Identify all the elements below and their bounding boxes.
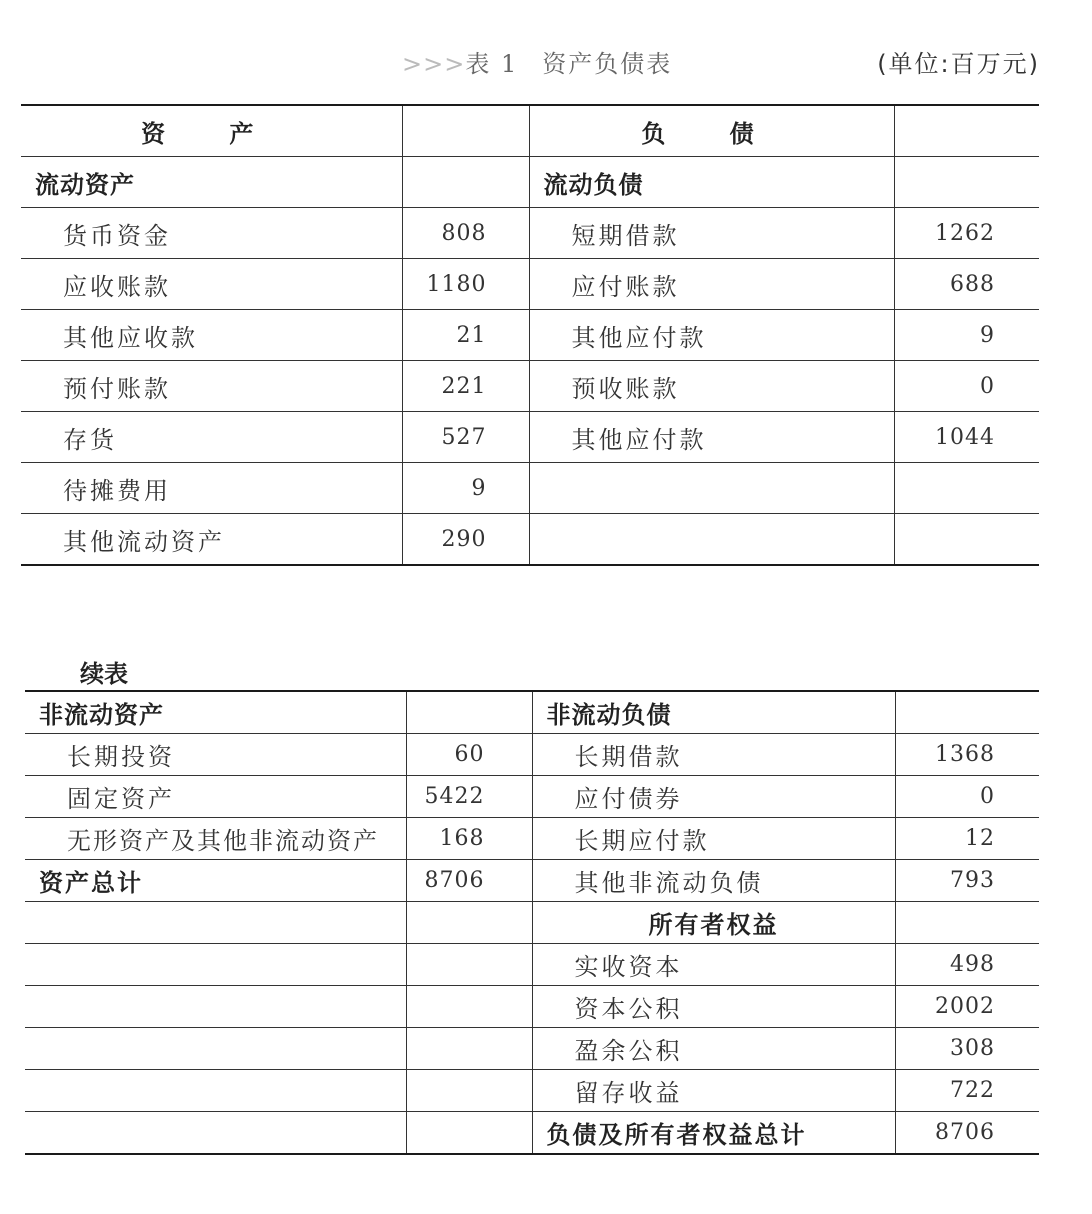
amount-cell: [406, 691, 532, 734]
liability-amount: 688: [894, 259, 1039, 310]
asset-item: 固定资产: [25, 776, 406, 818]
total-liabilities-equity-amount: 8706: [895, 1112, 1039, 1155]
empty-cell: [895, 902, 1039, 944]
asset-amount: 1180: [402, 259, 529, 310]
liability-amount: 0: [895, 776, 1039, 818]
equity-item: 资本公积: [532, 986, 895, 1028]
empty-cell: [406, 1070, 532, 1112]
empty-cell: [25, 986, 406, 1028]
asset-amount: 527: [402, 412, 529, 463]
liability-item: 长期应付款: [532, 818, 895, 860]
header-liabilities: 负 债: [529, 105, 894, 157]
category-owners-equity: 所有者权益: [532, 902, 895, 944]
header-assets-amount: [402, 105, 529, 157]
asset-item: 长期投资: [25, 734, 406, 776]
continued-label: 续表: [80, 660, 128, 688]
table-row: [25, 944, 1039, 986]
table-row: [21, 259, 1039, 310]
empty-cell: [406, 902, 532, 944]
asset-item: 待摊费用: [21, 463, 402, 514]
table-row: [21, 310, 1039, 361]
liability-item: 应付账款: [529, 259, 894, 310]
liability-item: 短期借款: [529, 208, 894, 259]
table-header-row: [21, 105, 1039, 157]
liability-amount: [894, 463, 1039, 514]
equity-amount: 722: [895, 1070, 1039, 1112]
balance-sheet-continued-table: [25, 690, 1039, 1155]
liability-item: 预收账款: [529, 361, 894, 412]
empty-cell: [25, 1028, 406, 1070]
empty-cell: [25, 944, 406, 986]
liability-amount: [894, 514, 1039, 566]
liability-amount: 1368: [895, 734, 1039, 776]
asset-item: 存货: [21, 412, 402, 463]
liability-amount: 12: [895, 818, 1039, 860]
asset-amount: 221: [402, 361, 529, 412]
empty-cell: [25, 902, 406, 944]
table-row: [21, 157, 1039, 208]
liability-item: [529, 514, 894, 566]
asset-amount: 60: [406, 734, 532, 776]
empty-cell: [406, 944, 532, 986]
table-row: [25, 1070, 1039, 1112]
equity-item: 实收资本: [532, 944, 895, 986]
empty-cell: [406, 986, 532, 1028]
table-row: [25, 860, 1039, 902]
amount-cell: [895, 691, 1039, 734]
liability-amount: 0: [894, 361, 1039, 412]
category-noncurrent-liabilities: 非流动负债: [532, 691, 895, 734]
asset-amount: 9: [402, 463, 529, 514]
category-current-assets: 流动资产: [21, 157, 402, 208]
empty-cell: [406, 1028, 532, 1070]
liability-item: 其他应付款: [529, 310, 894, 361]
liability-item: 其他非流动负债: [532, 860, 895, 902]
table-row: [21, 463, 1039, 514]
table-row: [25, 1112, 1039, 1155]
asset-amount: 808: [402, 208, 529, 259]
balance-sheet-table: [21, 104, 1039, 566]
asset-item: 其他应收款: [21, 310, 402, 361]
asset-amount: 290: [402, 514, 529, 566]
header-liabilities-amount: [894, 105, 1039, 157]
liability-item: 应付债券: [532, 776, 895, 818]
liability-item: [529, 463, 894, 514]
total-assets-label: 资产总计: [25, 860, 406, 902]
liability-amount: 1044: [894, 412, 1039, 463]
table-row: [21, 208, 1039, 259]
table-row: [21, 514, 1039, 566]
table-row: [25, 986, 1039, 1028]
equity-amount: 2002: [895, 986, 1039, 1028]
table-row: [25, 902, 1039, 944]
table-row: [25, 1028, 1039, 1070]
table-row: [21, 361, 1039, 412]
amount-cell: [402, 157, 529, 208]
caption-arrows: >>>: [402, 50, 466, 78]
asset-item: 应收账款: [21, 259, 402, 310]
equity-item: 留存收益: [532, 1070, 895, 1112]
equity-amount: 308: [895, 1028, 1039, 1070]
table-title: 资产负债表: [542, 50, 673, 78]
table-row: [25, 818, 1039, 860]
empty-cell: [406, 1112, 532, 1155]
amount-cell: [894, 157, 1039, 208]
table-row: [21, 412, 1039, 463]
liability-amount: 9: [894, 310, 1039, 361]
asset-item: 其他流动资产: [21, 514, 402, 566]
asset-amount: 168: [406, 818, 532, 860]
asset-amount: 5422: [406, 776, 532, 818]
empty-cell: [25, 1112, 406, 1155]
total-liabilities-equity-label: 负债及所有者权益总计: [532, 1112, 895, 1155]
category-current-liabilities: 流动负债: [529, 157, 894, 208]
empty-cell: [25, 1070, 406, 1112]
equity-item: 盈余公积: [532, 1028, 895, 1070]
table-row: [25, 691, 1039, 734]
unit-note: (单位:百万元): [877, 50, 1040, 78]
table-row: [25, 776, 1039, 818]
total-assets-amount: 8706: [406, 860, 532, 902]
liability-item: 长期借款: [532, 734, 895, 776]
table-number: 表 1: [465, 50, 519, 78]
liability-amount: 793: [895, 860, 1039, 902]
liability-item: 其他应付款: [529, 412, 894, 463]
asset-item: 预付账款: [21, 361, 402, 412]
liability-amount: 1262: [894, 208, 1039, 259]
category-noncurrent-assets: 非流动资产: [25, 691, 406, 734]
asset-item: 无形资产及其他非流动资产: [25, 818, 406, 860]
table-caption: [402, 44, 672, 79]
header-assets: 资 产: [21, 105, 402, 157]
equity-amount: 498: [895, 944, 1039, 986]
asset-item: 货币资金: [21, 208, 402, 259]
asset-amount: 21: [402, 310, 529, 361]
table-row: [25, 734, 1039, 776]
